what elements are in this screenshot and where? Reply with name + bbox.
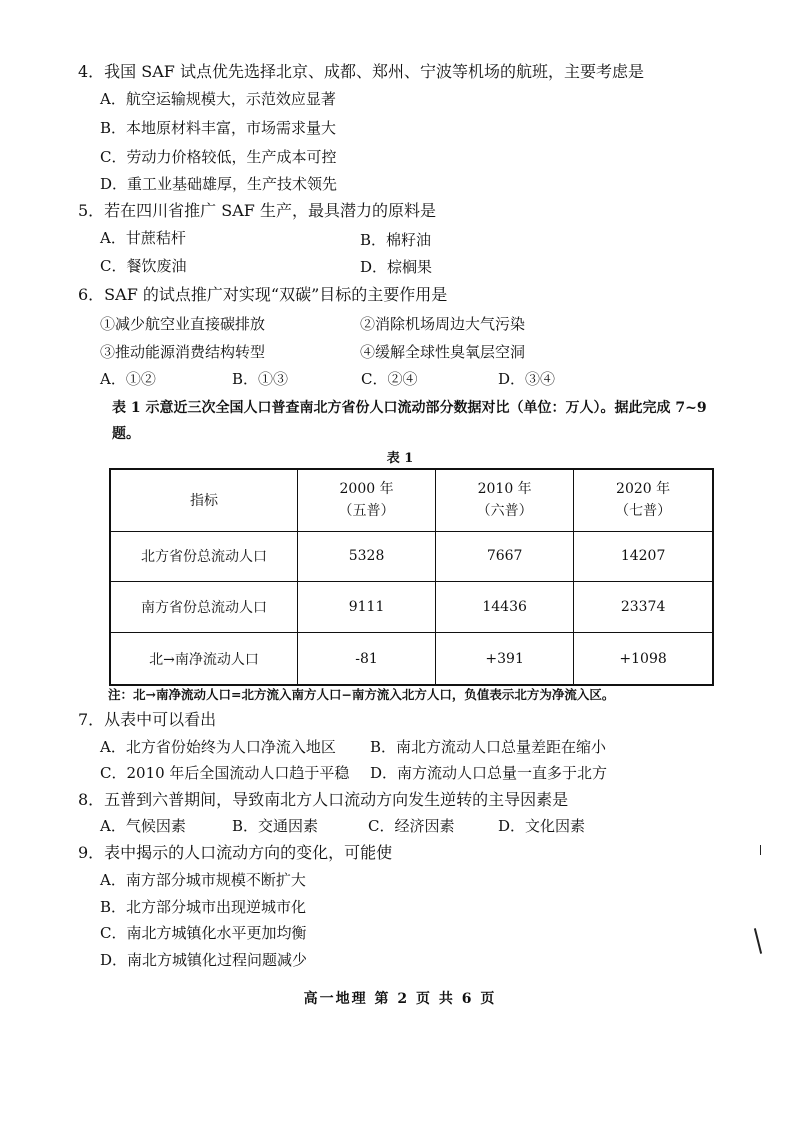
table-cell: +391 — [436, 633, 574, 685]
question-8-option-d: D．文化因素 — [498, 817, 586, 835]
question-6-item-1: ①减少航空业直接碳排放 — [100, 315, 266, 333]
question-7-option-c: C．2010 年后全国流动人口趋于平稳 — [100, 764, 350, 782]
table-cell: 9111 — [298, 582, 436, 633]
table-header-row — [110, 469, 713, 531]
row-label: 北→南净流动人口 — [110, 633, 298, 685]
row-label: 南方省份总流动人口 — [110, 582, 298, 633]
table-cell: 23374 — [574, 582, 713, 633]
question-4-option-b: B．本地原材料丰富，市场需求量大 — [100, 119, 337, 137]
table-intro: 表 1 示意近三次全国人口普查南北方省份人口流动部分数据对比（单位：万人）。据此完成 7~9 题。 — [112, 400, 707, 442]
question-6-option-c: C．②④ — [361, 370, 418, 388]
table-row — [110, 582, 713, 633]
table-cell: 14436 — [436, 582, 574, 633]
question-4-stem: 4．我国 SAF 试点优先选择北京、成都、郑州、宁波等机场的航班，主要考虑是 — [78, 62, 644, 81]
table-cell: +1098 — [574, 633, 713, 685]
question-7-option-d: D．南方流动人口总量一直多于北方 — [370, 764, 608, 782]
header-census: （五普） — [338, 503, 395, 520]
header-census: （六普） — [476, 503, 533, 520]
question-6-item-3: ③推动能源消费结构转型 — [100, 343, 266, 361]
question-9-option-b: B．北方部分城市出现逆城市化 — [100, 898, 307, 916]
header-year: 2020 年 — [616, 481, 671, 498]
question-6-option-d: D．③④ — [498, 370, 556, 388]
question-6-option-a: A．①② — [100, 370, 156, 388]
table-cell: 5328 — [298, 531, 436, 582]
question-8-stem: 8．五普到六普期间，导致南北方人口流动方向发生逆转的主导因素是 — [78, 790, 569, 809]
question-5-option-c: C．餐饮废油 — [100, 257, 187, 275]
table-cell: -81 — [298, 633, 436, 685]
scan-mark — [754, 928, 762, 954]
question-7-stem: 7．从表中可以看出 — [78, 710, 217, 729]
question-4-option-d: D．重工业基础雄厚，生产技术领先 — [100, 175, 338, 193]
table-cell: 14207 — [574, 531, 713, 582]
question-7-option-b: B．南北方流动人口总量差距在缩小 — [370, 738, 607, 756]
population-table — [109, 468, 714, 686]
question-9-stem: 9．表中揭示的人口流动方向的变化，可能使 — [78, 843, 393, 862]
question-4-option-a: A．航空运输规模大，示范效应显著 — [100, 90, 336, 108]
table-row — [110, 633, 713, 685]
question-9-option-a: A．南方部分城市规模不断扩大 — [100, 871, 306, 889]
header-year: 2000 年 — [339, 481, 394, 498]
question-5-stem: 5．若在四川省推广 SAF 生产，最具潜力的原料是 — [78, 201, 436, 220]
table-cell: 7667 — [436, 531, 574, 582]
question-8-option-b: B．交通因素 — [232, 817, 319, 835]
header-census: （七普） — [615, 503, 672, 520]
header-col-2000 — [298, 469, 436, 531]
table-caption: 表 1 — [386, 451, 414, 466]
question-6-stem: 6．SAF 的试点推广对实现“双碳”目标的主要作用是 — [78, 285, 448, 304]
question-5-option-b: B．棉籽油 — [360, 231, 432, 249]
question-5-option-d: D．棕榈果 — [360, 258, 433, 276]
header-col-2010 — [436, 469, 574, 531]
table-row — [110, 531, 713, 582]
question-6-item-4: ④缓解全球性臭氧层空洞 — [360, 343, 526, 361]
question-6-item-2: ②消除机场周边大气污染 — [360, 315, 526, 333]
question-9-option-d: D．南北方城镇化过程问题减少 — [100, 951, 308, 969]
question-7-option-a: A．北方省份始终为人口净流入地区 — [100, 738, 336, 756]
header-label: 指标 — [110, 469, 298, 531]
question-9-option-c: C．南北方城镇化水平更加均衡 — [100, 924, 307, 942]
question-8-option-c: C．经济因素 — [368, 817, 455, 835]
question-5-option-a: A．甘蔗秸杆 — [100, 229, 186, 247]
scan-mark — [760, 845, 761, 855]
header-col-2020 — [574, 469, 713, 531]
question-8-option-a: A．气候因素 — [100, 817, 186, 835]
question-6-option-b: B．①③ — [232, 370, 289, 388]
header-year: 2010 年 — [477, 481, 532, 498]
row-label: 北方省份总流动人口 — [110, 531, 298, 582]
page-footer: 高一地理 第 2 页 共 6 页 — [303, 991, 497, 1007]
question-4-option-c: C．劳动力价格较低，生产成本可控 — [100, 148, 337, 166]
table-note: 注：北→南净流动人口=北方流入南方人口−南方流入北方人口，负值表示北方为净流入区。 — [108, 687, 615, 702]
